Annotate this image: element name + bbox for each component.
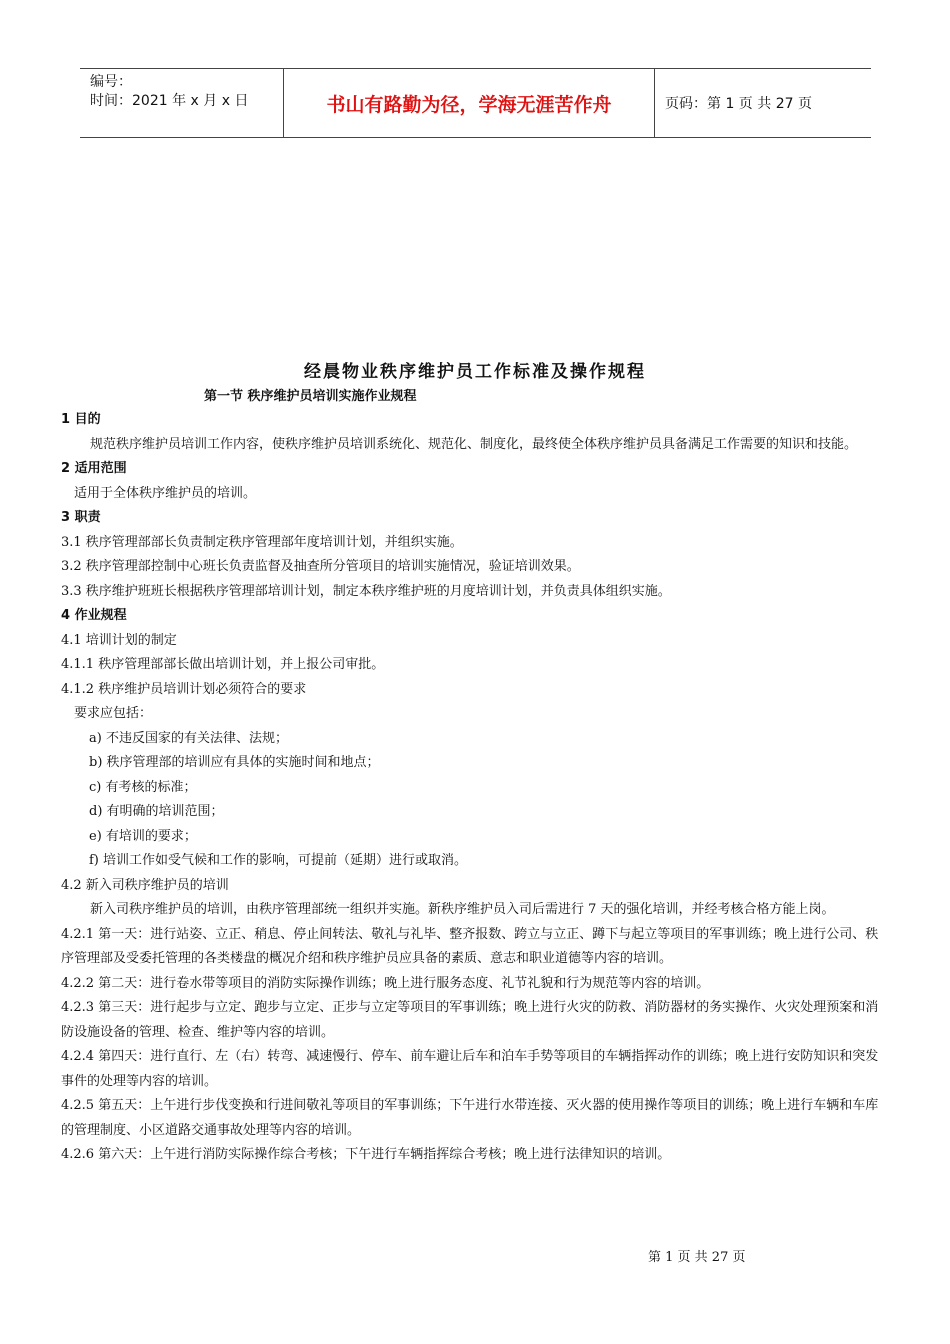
paragraph: 4.1.2 秩序维护员培训计划必须符合的要求 (61, 681, 307, 697)
section-heading: 第一节 秩序维护员培训实施作业规程 (204, 389, 417, 404)
section-heading-line: 3 职责 (61, 510, 101, 525)
paragraph: 4.2.4 第四天：进行直行、左（右）转弯、减速慢行、停车、前车避让后车和泊车手势等项目的车辆指挥动作的训练；晚上进行安防知识和突发事件的处理等内容的培训。 (61, 1049, 879, 1089)
paragraph: 新入司秩序维护员的培训，由秩序管理部统一组织并实施。新秩序维护员入司后需进行 7 天的强化培训，并经考核合格方能上岗。 (90, 902, 835, 917)
header-motto: 书山有路勤为径，学海无涯苦作舟 (283, 69, 655, 137)
paragraph: 4.2.1 第一天：进行站姿、立正、稍息、停止间转法、敬礼与礼毕、整齐报数、跨立与立正、蹲下与起立等项目的军事训练；晚上进行公司、秩序管理部及受委托管理的各类楼盘的概况介绍和秩序维护员应具备的素质、意志和职业道德等内容的培训。 (61, 926, 879, 966)
document-number-label: 编号： (90, 74, 132, 90)
document-time-label: 时间：2021 年 x 月 x 日 (90, 93, 249, 109)
paragraph: 4.2.5 第五天：上午进行步伐变换和行进间敬礼等项目的军事训练；下午进行水带连接、灭火器的使用操作等项目的训练；晚上进行车辆和车库的管理制度、小区道路交通事故处理等内容的培训。 (61, 1098, 879, 1138)
document-body (61, 408, 889, 1168)
paragraph: e) 有培训的要求； (89, 828, 197, 844)
paragraph: 3.1 秩序管理部部长负责制定秩序管理部年度培训计划，并组织实施。 (61, 534, 463, 550)
paragraph: 3.2 秩序管理部控制中心班长负责监督及抽查所分管项目的培训实施情况，验证培训效果。 (61, 559, 580, 574)
section-heading-line: 1 目的 (61, 412, 101, 427)
paragraph: f) 培训工作如受气候和工作的影响，可提前（延期）进行或取消。 (89, 853, 468, 868)
paragraph: 适用于全体秩序维护员的培训。 (74, 485, 257, 501)
paragraph: 4.1.1 秩序管理部部长做出培训计划，并上报公司审批。 (61, 657, 385, 672)
paragraph: 4.1 培训计划的制定 (61, 632, 177, 648)
page-footer: 第 1 页 共 27 页 (648, 1250, 746, 1265)
page-header (80, 68, 871, 138)
paragraph: a) 不违反国家的有关法律、法规； (89, 730, 288, 746)
paragraph: 4.2.2 第二天：进行卷水带等项目的消防实际操作训练；晚上进行服务态度、礼节礼貌和行为规范等内容的培训。 (61, 975, 710, 991)
paragraph: 要求应包括： (74, 706, 153, 721)
paragraph: d) 有明确的培训范围； (89, 804, 224, 819)
section-heading-line: 2 适用范围 (61, 461, 127, 476)
section-heading-line: 4 作业规程 (61, 608, 127, 623)
paragraph: 规范秩序维护员培训工作内容，使秩序维护员培训系统化、规范化、制度化，最终使全体秩序维护员具备满足工作需要的知识和技能。 (90, 436, 858, 452)
paragraph: 4.2.3 第三天：进行起步与立定、跑步与立定、正步与立定等项目的军事训练；晚上进行火灾的防救、消防器材的务实操作、火灾处理预案和消防设施设备的管理、检查、维护等内容的培训。 (61, 1000, 879, 1040)
paragraph: 4.2.6 第六天：上午进行消防实际操作综合考核；下午进行车辆指挥综合考核；晚上进行法律知识的培训。 (61, 1147, 671, 1162)
paragraph: 3.3 秩序维护班班长根据秩序管理部培训计划，制定本秩序维护班的月度培训计划，并负责具体组织实施。 (61, 583, 671, 599)
document-title: 经晨物业秩序维护员工作标准及操作规程 (304, 362, 646, 382)
paragraph: c) 有考核的标准； (89, 779, 197, 795)
header-page-info: 页码：第 1 页 共 27 页 (665, 96, 812, 112)
paragraph: 4.2 新入司秩序维护员的培训 (61, 877, 229, 893)
header-meta (80, 69, 283, 137)
paragraph: b) 秩序管理部的培训应有具体的实施时间和地点； (89, 755, 380, 770)
